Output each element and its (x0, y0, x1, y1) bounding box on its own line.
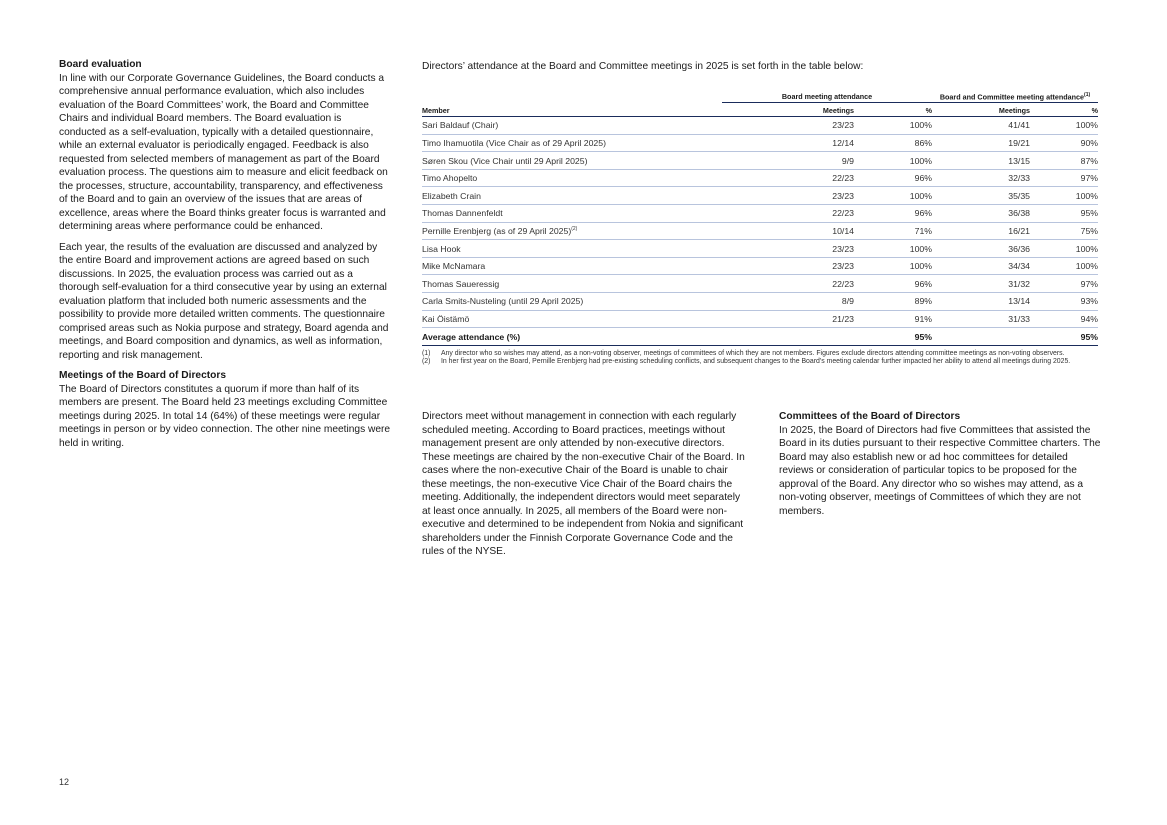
footnote-text: Any director who so wishes may attend, as a non-voting observer, meetings of committees of which they are not members. Figures exclude directors attending committee meetings as non-voting observers. (441, 349, 1065, 357)
board-evaluation-para-2: Each year, the results of the evaluation are discussed and analyzed by the entire Board and improvement actions are agreed based on such discussions. In 2025, the evaluation process was carried out as a thorough self-evaluation for a third consecutive year by using an external evaluation platform that included both numeric assessments and the possibility to provide more detailed written comments. The questionnaire comprised areas such as Nokia purpose and strategy, Board agenda and meetings, and Board composition and dynamics, as well as information, reporting and risk management. (59, 241, 389, 361)
col-header-pct-board: % (854, 103, 932, 117)
board-meetings-cell: 21/23 (722, 310, 854, 328)
board-meetings-cell: 8/9 (722, 293, 854, 311)
committee-meetings-cell: 31/32 (932, 275, 1030, 293)
footnote (422, 358, 1098, 366)
board-pct-cell: 100% (854, 257, 932, 275)
board-meetings-cell: 12/14 (722, 134, 854, 152)
committee-pct-cell: 95% (1030, 205, 1098, 223)
left-column (59, 58, 391, 457)
board-pct-cell: 96% (854, 275, 932, 293)
table-row (422, 152, 1098, 170)
committee-meetings-cell: 31/33 (932, 310, 1030, 328)
table-row (422, 134, 1098, 152)
table-row (422, 257, 1098, 275)
attendance-table (422, 85, 1098, 346)
committee-pct-cell: 97% (1030, 169, 1098, 187)
table-row (422, 117, 1098, 135)
member-name: Pernille Erenbjerg (as of 29 April 2025) (422, 225, 572, 236)
table-row (422, 310, 1098, 328)
member-cell (422, 222, 722, 240)
committee-pct-cell: 97% (1030, 275, 1098, 293)
committee-pct-cell: 100% (1030, 117, 1098, 135)
board-pct-cell: 91% (854, 310, 932, 328)
member-name: Timo Ihamuotila (Vice Chair as of 29 April 2025) (422, 137, 606, 148)
table-row (422, 293, 1098, 311)
average-committee-pct: 95% (1030, 328, 1098, 346)
average-committee-meetings (932, 328, 1030, 346)
board-meetings-cell: 23/23 (722, 187, 854, 205)
committee-attendance-group-header (932, 85, 1098, 103)
board-meetings-cell: 23/23 (722, 257, 854, 275)
average-board-meetings (722, 328, 854, 346)
table-row (422, 240, 1098, 258)
board-evaluation-para-1: In line with our Corporate Governance Guidelines, the Board conducts a comprehensive annual performance evaluation, which also includes evaluation of the Board Committees’ work, the Board and Committee Chairs and individual Board members. The Board evaluation is conducted as a self-evaluation, typically with a detailed questionnaire, while an external evaluator is periodically engaged. Feedback is also requested from selected members of management as part of the Board evaluation process. The questions aim to measure and elicit feedback on the processes, structure, accountability, transparency, and effectiveness of the Board and to gain an overview of the issues that are areas of excellence, areas where the Board thinks greater focus is warranted and determining areas where performance could be enhanced. (59, 72, 388, 232)
board-pct-cell: 89% (854, 293, 932, 311)
member-cell (422, 310, 722, 328)
board-meetings-cell: 22/23 (722, 205, 854, 223)
col-header-pct-committee: % (1030, 103, 1098, 117)
col-header-member: Member (422, 103, 722, 117)
board-meetings-cell: 9/9 (722, 152, 854, 170)
board-meetings-cell: 22/23 (722, 275, 854, 293)
board-pct-cell: 71% (854, 222, 932, 240)
member-name: Thomas Dannenfeldt (422, 208, 503, 219)
committee-meetings-cell: 16/21 (932, 222, 1030, 240)
table-row (422, 222, 1098, 240)
table-row (422, 205, 1098, 223)
footnote-mark: (1) (422, 349, 431, 357)
committee-meetings-cell: 13/14 (932, 293, 1030, 311)
committee-meetings-cell: 34/34 (932, 257, 1030, 275)
board-attendance-group-header: Board meeting attendance (722, 85, 932, 103)
board-pct-cell: 96% (854, 205, 932, 223)
member-cell (422, 134, 722, 152)
board-meetings-cell: 23/23 (722, 117, 854, 135)
middle-column (422, 410, 747, 566)
footnote-mark: (2) (422, 358, 431, 366)
member-footnote-ref: (2) (571, 226, 578, 233)
col-header-meetings-board: Meetings (722, 103, 854, 117)
directors-meet-para: Directors meet without management in connection with each regularly scheduled meeting. According to Board practices, meetings without management present are only attended by non-executive directors. These meetings are chaired by the non-executive Chair of the Board. In cases where the non-executive Chair of the Board is unable to chair these meetings, the non-executive Vice Chair of the Board chairs the meeting. Additionally, the independent directors would meet separately at least once annually. In 2025, all members of the Board were non-executive and determined to be independent from Nokia and significant shareholders under the Finnish Corporate Governance Code and the rules of the NYSE. (422, 411, 745, 557)
average-row (422, 328, 1098, 346)
committees-para: In 2025, the Board of Directors had five Committees that assisted the Board in its duties pursuant to their respective Committee charters. The Board may also establish new or ad hoc committees for detailed reviews or consideration of particular topics to be proposed for the approval of the Board. Any director who so wishes may attend, as a non-voting observer, meetings of Committees of which they are not members. (779, 424, 1101, 517)
table-row (422, 275, 1098, 293)
member-name: Lisa Hook (422, 243, 461, 254)
member-cell (422, 169, 722, 187)
committee-pct-cell: 100% (1030, 257, 1098, 275)
committee-meetings-cell: 32/33 (932, 169, 1030, 187)
table-row (422, 187, 1098, 205)
member-cell (422, 152, 722, 170)
member-cell (422, 257, 722, 275)
committee-attendance-group-label: Board and Committee meeting attendance (939, 92, 1085, 102)
member-name: Sari Baldauf (Chair) (422, 120, 499, 131)
board-evaluation-heading: Board evaluation (59, 59, 142, 70)
meetings-heading: Meetings of the Board of Directors (59, 370, 226, 381)
group-footnote-ref: (1) (1084, 91, 1091, 98)
board-meetings-cell: 23/23 (722, 240, 854, 258)
footnotes (422, 350, 1098, 366)
committee-meetings-cell: 36/36 (932, 240, 1030, 258)
committee-pct-cell: 100% (1030, 240, 1098, 258)
committee-pct-cell: 90% (1030, 134, 1098, 152)
board-meetings-cell: 10/14 (722, 222, 854, 240)
attendance-section (422, 60, 1098, 366)
committee-pct-cell: 93% (1030, 293, 1098, 311)
committee-pct-cell: 87% (1030, 152, 1098, 170)
board-pct-cell: 96% (854, 169, 932, 187)
member-name: Elizabeth Crain (422, 190, 481, 201)
board-meetings-cell: 22/23 (722, 169, 854, 187)
table-row (422, 169, 1098, 187)
member-cell (422, 187, 722, 205)
average-label: Average attendance (%) (422, 328, 722, 346)
committee-meetings-cell: 35/35 (932, 187, 1030, 205)
committee-meetings-cell: 36/38 (932, 205, 1030, 223)
member-name: Kai Öistämö (422, 313, 470, 324)
footnote-text: In her first year on the Board, Pernille Erenbjerg had pre-existing scheduling conflicts, and subsequent changes to the Board’s meeting calendar further impacted her ability to attend all meetings during 2025. (441, 358, 1071, 366)
member-cell (422, 240, 722, 258)
board-pct-cell: 100% (854, 117, 932, 135)
committee-pct-cell: 94% (1030, 310, 1098, 328)
committee-meetings-cell: 19/21 (932, 134, 1030, 152)
member-name: Thomas Saueressig (422, 278, 500, 289)
member-name: Timo Ahopelto (422, 173, 478, 184)
committee-meetings-cell: 13/15 (932, 152, 1030, 170)
board-pct-cell: 86% (854, 134, 932, 152)
committee-meetings-cell: 41/41 (932, 117, 1030, 135)
committee-pct-cell: 100% (1030, 187, 1098, 205)
page-number: 12 (59, 777, 70, 787)
member-name: Mike McNamara (422, 261, 486, 272)
board-pct-cell: 100% (854, 152, 932, 170)
average-board-pct: 95% (854, 328, 932, 346)
committees-heading: Committees of the Board of Directors (779, 411, 961, 422)
committee-pct-cell: 75% (1030, 222, 1098, 240)
member-name: Søren Skou (Vice Chair until 29 April 2025) (422, 155, 588, 166)
attendance-intro: Directors’ attendance at the Board and Committee meetings in 2025 is set forth in the table below: (422, 61, 864, 72)
member-cell (422, 205, 722, 223)
board-pct-cell: 100% (854, 187, 932, 205)
member-cell (422, 293, 722, 311)
footnote (422, 350, 1098, 358)
member-cell (422, 117, 722, 135)
member-name: Carla Smits-Nusteling (until 29 April 2025) (422, 296, 584, 307)
meetings-para: The Board of Directors constitutes a quorum if more than half of its members are present. The Board held 23 meetings excluding Committee meetings during 2025. In total 14 (64%) of these meetings were regular meetings in person or by video connection. The other nine meetings were held in writing. (59, 383, 391, 449)
board-pct-cell: 100% (854, 240, 932, 258)
col-header-meetings-committee: Meetings (932, 103, 1030, 117)
right-column (779, 410, 1104, 525)
member-cell (422, 275, 722, 293)
